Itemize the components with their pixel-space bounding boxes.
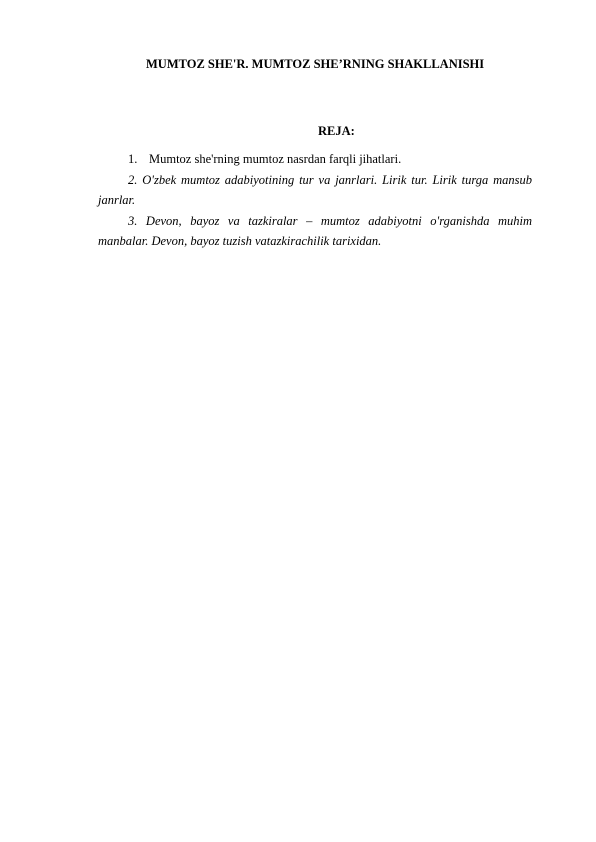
plan-item-1-number: 1. — [128, 152, 138, 166]
document-title: MUMTOZ SHE'R. MUMTOZ SHE’RNING SHAKLLANISHI — [146, 57, 485, 71]
plan-item-1-text: Mumtoz she'rning mumtoz nasrdan farqli jihatlari. — [149, 152, 402, 166]
plan-item-3-text: Devon, bayoz va tazkiralar – mumtoz adabiyotni o'rganishda muhim manbalar. Devon, bayoz tuzish vatazkirachilik tarixidan. — [98, 213, 533, 248]
plan-list — [98, 149, 532, 252]
plan-item-3-number: 3. — [128, 213, 138, 228]
plan-item-2-text: O'zbek mumtoz adabiyotining tur va janrlari. Lirik tur. Lirik turga mansub janrlar. — [98, 172, 532, 207]
plan-heading: REJA: — [318, 124, 355, 138]
plan-item-2-number: 2. — [128, 172, 138, 187]
plan-item-1 — [98, 149, 532, 170]
plan-item-3 — [98, 211, 532, 252]
plan-item-2 — [98, 170, 532, 211]
